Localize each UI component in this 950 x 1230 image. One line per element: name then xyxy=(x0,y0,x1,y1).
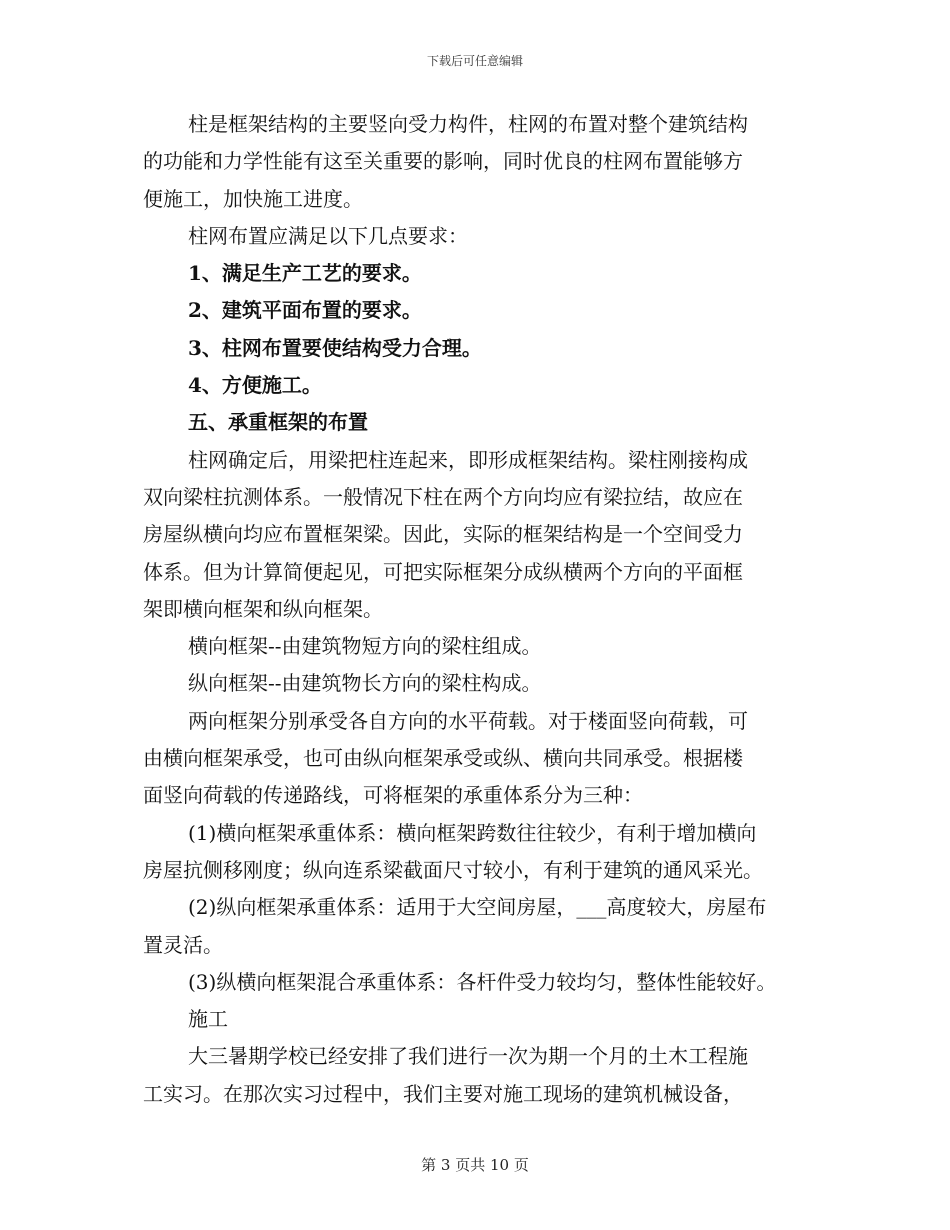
text-line: 大三暑期学校已经安排了我们进行一次为期一个月的土木工程施 xyxy=(188,1044,748,1069)
text-line: 的功能和力学性能有这至关重要的影响，同时优良的柱网布置能够方 xyxy=(143,149,743,174)
text-line: 1、满足生产工艺的要求。 xyxy=(188,261,422,286)
text-line: 施工 xyxy=(188,1007,228,1032)
text-line: 横向框架--由建筑物短方向的梁柱组成。 xyxy=(188,634,542,659)
text-line: 两向框架分别承受各自方向的水平荷载。对于楼面竖向荷载，可 xyxy=(188,708,748,733)
text-line: 柱网确定后，用梁把柱连起来，即形成框架结构。梁柱刚接构成 xyxy=(188,447,748,472)
text-line: 置灵活。 xyxy=(143,932,223,957)
text-line: 4、方便施工。 xyxy=(188,373,322,398)
text-line: 体系。但为计算简便起见，可把实际框架分成纵横两个方向的平面框 xyxy=(143,559,743,584)
text-line: 2、建筑平面布置的要求。 xyxy=(188,298,422,323)
text-line: 柱是框架结构的主要竖向受力构件，柱网的布置对整个建筑结构 xyxy=(188,112,748,136)
text-line: 柱网布置应满足以下几点要求： xyxy=(188,223,468,248)
text-line: (1)横向框架承重体系：横向框架跨数往往较少，有利于增加横向 xyxy=(188,820,757,845)
document-body xyxy=(143,106,811,1113)
text-line: 双向梁柱抗测体系。一般情况下柱在两个方向均应有梁拉结，故应在 xyxy=(143,484,743,509)
text-line: 由横向框架承受，也可由纵向框架承受或纵、横向共同承受。根据楼 xyxy=(143,746,743,771)
text-line: 工实习。在那次实习过程中，我们主要对施工现场的建筑机械设备， xyxy=(143,1081,743,1106)
text-line: (2)纵向框架承重体系：适用于大空间房屋，___高度较大，房屋布 xyxy=(188,895,767,920)
text-line: 架即横向框架和纵向框架。 xyxy=(143,596,383,621)
text-line: 房屋抗侧移刚度；纵向连系梁截面尺寸较小，有利于建筑的通风采光。 xyxy=(143,857,763,882)
text-line: 3、柱网布置要使结构受力合理。 xyxy=(188,335,482,360)
page-footer: 第 3 页共 10 页 xyxy=(421,1156,529,1174)
text-line: 纵向框架--由建筑物长方向的梁柱构成。 xyxy=(188,671,542,696)
text-line: 面竖向荷载的传递路线，可将框架的承重体系分为三种： xyxy=(143,783,643,808)
page-header: 下载后可任意编辑 xyxy=(426,54,523,68)
text-line: (3)纵横向框架混合承重体系：各杆件受力较均匀，整体性能较好。 xyxy=(188,969,777,994)
text-line: 房屋纵横向均应布置框架梁。因此，实际的框架结构是一个空间受力 xyxy=(143,522,743,547)
text-line: 便施工，加快施工进度。 xyxy=(143,186,363,211)
text-line: 五、承重框架的布置 xyxy=(188,410,368,435)
